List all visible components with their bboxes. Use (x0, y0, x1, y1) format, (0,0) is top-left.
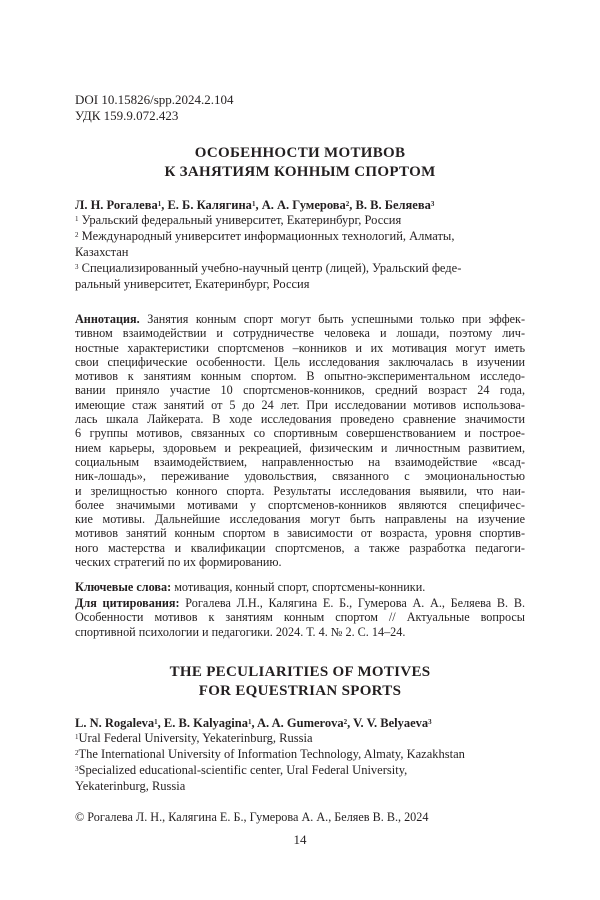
abstract-text: более значимыми мотивами у спортсменов-конников являются специфичес- (75, 498, 525, 512)
affiliation-text: ральный университет, Екатеринбург, Россия (75, 277, 310, 291)
author-name: E. B. Kalyagina (164, 716, 248, 730)
abstract-text: социальным взаимодействием, направленностью на взаимодействие «всад- (75, 455, 525, 469)
abstract-line (75, 484, 525, 498)
author-affiliation-mark: 3 (428, 718, 432, 726)
ru-authors: Л. Н. Рогалева1, Е. Б. Калягина1, А. А. Гумерова2, В. В. Беляева3 (75, 197, 525, 213)
affiliation-line (75, 746, 525, 762)
citation-line: Особенности мотивов к занятиям конным спортом // Актуальные вопросы (75, 610, 525, 624)
en-title-line: FOR EQUESTRIAN SPORTS (75, 682, 525, 701)
abstract-line (75, 398, 525, 412)
abstract-line (75, 355, 525, 369)
abstract-line (75, 555, 525, 569)
abstract-line (75, 412, 525, 426)
author-name: Л. Н. Рогалева (75, 198, 158, 212)
doi: DOI 10.15826/spp.2024.2.104 (75, 92, 525, 107)
ru-title (75, 144, 525, 182)
abstract-line (75, 455, 525, 469)
affiliation-text: The International University of Information Technology, Almaty, Kazakhstan (79, 747, 465, 761)
author-affiliation-mark: 1 (252, 200, 256, 208)
abstract-text: мотивов занятий конным спортом в зависимости от возраста, уровня спортив- (75, 526, 525, 540)
affiliation-text: Международный университет информационных технологий, Алматы, (82, 229, 455, 243)
abstract-text: мотивов к занятиям конным спортом. В опытно-экспериментальном исследо- (75, 369, 525, 383)
affiliation-line (75, 244, 525, 260)
affiliation-line (75, 276, 525, 292)
abstract-line (75, 369, 525, 383)
abstract-line (75, 312, 525, 326)
abstract-text: тивном взаимодействии и сотрудничестве человека и лошади, поэтому лич- (75, 326, 525, 340)
abstract-text: имеющие стаж занятий от 5 до 24 лет. При исследовании мотивов использова- (75, 398, 525, 412)
author-affiliation-mark: 2 (346, 200, 350, 208)
en-authors: L. N. Rogaleva1, E. B. Kalyagina1, A. A. Gumerova2, V. V. Belyaeva3 (75, 715, 525, 731)
copyright: © Рогалева Л. Н., Калягина Е. Б., Гумерова А. А., Беляев В. В., 2024 (75, 809, 525, 825)
abstract-text: Занятия конным спорт могут быть успешными только при эффек- (147, 312, 525, 326)
abstract-label: Аннотация. (75, 312, 140, 326)
affiliation-text: Yekaterinburg, Russia (75, 779, 185, 793)
author-affiliation-mark: 2 (344, 718, 348, 726)
author-affiliation-mark: 1 (158, 200, 162, 208)
citation (75, 596, 525, 639)
abstract-line (75, 383, 525, 397)
abstract-line (75, 469, 525, 483)
author-name: А. А. Гумерова (262, 198, 346, 212)
affiliation-line (75, 212, 525, 228)
affiliation-mark: 2 (75, 749, 79, 757)
page-number: 14 (0, 832, 600, 848)
abstract-line (75, 341, 525, 355)
abstract (75, 312, 525, 569)
ru-title-line: ОСОБЕННОСТИ МОТИВОВ (75, 144, 525, 163)
keywords (75, 580, 525, 594)
en-affiliations (75, 730, 525, 794)
abstract-line (75, 441, 525, 455)
affiliation-mark: 3 (75, 263, 79, 271)
affiliation-line (75, 762, 525, 778)
affiliation-text: Ural Federal University, Yekaterinburg, Russia (79, 731, 313, 745)
abstract-text: вании приняло участие 10 спортсменов-конников, средний возраст 24 года, (75, 383, 525, 397)
abstract-text: кие мотивы. Дальнейшие исследования могут быть направлены на изучение (75, 512, 525, 526)
author-name: A. A. Gumerova (257, 716, 344, 730)
abstract-line (75, 426, 525, 440)
abstract-text: нием карьеры, здоровьем и рекреацией, физическим и личностным развитием, (75, 441, 525, 455)
abstract-text: ческих стратегий по их формированию. (75, 555, 282, 569)
author-name: Е. Б. Калягина (167, 198, 251, 212)
ru-title-line: К ЗАНЯТИЯМ КОННЫМ СПОРТОМ (75, 163, 525, 182)
abstract-text: 6 группы мотивов, связанных со спортивным совершенствованием и построе- (75, 426, 525, 440)
abstract-line (75, 526, 525, 540)
author-affiliation-mark: 3 (431, 200, 435, 208)
author-name: V. V. Belyaeva (353, 716, 428, 730)
abstract-text: и зрелищностью конного спорта. Результаты исследования выявили, что наи- (75, 484, 525, 498)
affiliation-mark: 3 (75, 765, 79, 773)
affiliation-line (75, 260, 525, 276)
ru-affiliations (75, 212, 525, 292)
affiliation-text: Специализированный учебно-научный центр (лицей), Уральский феде- (82, 261, 462, 275)
citation-line: Рогалева Л.Н., Калягина Е. Б., Гумерова А. А., Беляева В. В. (185, 596, 525, 610)
citation-label: Для цитирования: (75, 596, 180, 610)
affiliation-text: Specialized educational-scientific center, Ural Federal University, (79, 763, 408, 777)
abstract-text: ник-лошадь», переживание удовольствия, связанного с эмоциональностью (75, 469, 525, 483)
affiliation-text: Уральский федеральный университет, Екатеринбург, Россия (82, 213, 402, 227)
author-name: В. В. Беляева (356, 198, 431, 212)
affiliation-line (75, 730, 525, 746)
abstract-line (75, 326, 525, 340)
affiliation-mark: 1 (75, 733, 79, 741)
author-name: L. N. Rogaleva (75, 716, 154, 730)
en-title (75, 663, 525, 701)
abstract-text: свои специфические особенности. Цель исследования заключалась в изучении (75, 355, 525, 369)
affiliation-text: Казахстан (75, 245, 129, 259)
abstract-line (75, 512, 525, 526)
affiliation-line (75, 228, 525, 244)
keywords-text: мотивация, конный спорт, спортсмены-конники. (174, 580, 425, 594)
abstract-line (75, 498, 525, 512)
author-affiliation-mark: 1 (154, 718, 158, 726)
affiliation-mark: 1 (75, 215, 79, 223)
affiliation-line (75, 778, 525, 794)
en-title-line: THE PECULIARITIES OF MOTIVES (75, 663, 525, 682)
abstract-line (75, 541, 525, 555)
abstract-text: лась шкала Лайкерата. В ходе исследования проведено сравнение значимости (75, 412, 525, 426)
citation-line: спортивной психологии и педагогики. 2024. Т. 4. № 2. С. 14–24. (75, 625, 525, 639)
abstract-text: ного мастерства и квалификации спортсменов, а также разработка педагоги- (75, 541, 525, 555)
abstract-text: ностные характеристики спортсменов –конников и их мотивация могут иметь (75, 341, 525, 355)
affiliation-mark: 2 (75, 231, 79, 239)
author-affiliation-mark: 1 (248, 718, 252, 726)
keywords-label: Ключевые слова: (75, 580, 171, 594)
udk: УДК 159.9.072.423 (75, 108, 525, 123)
